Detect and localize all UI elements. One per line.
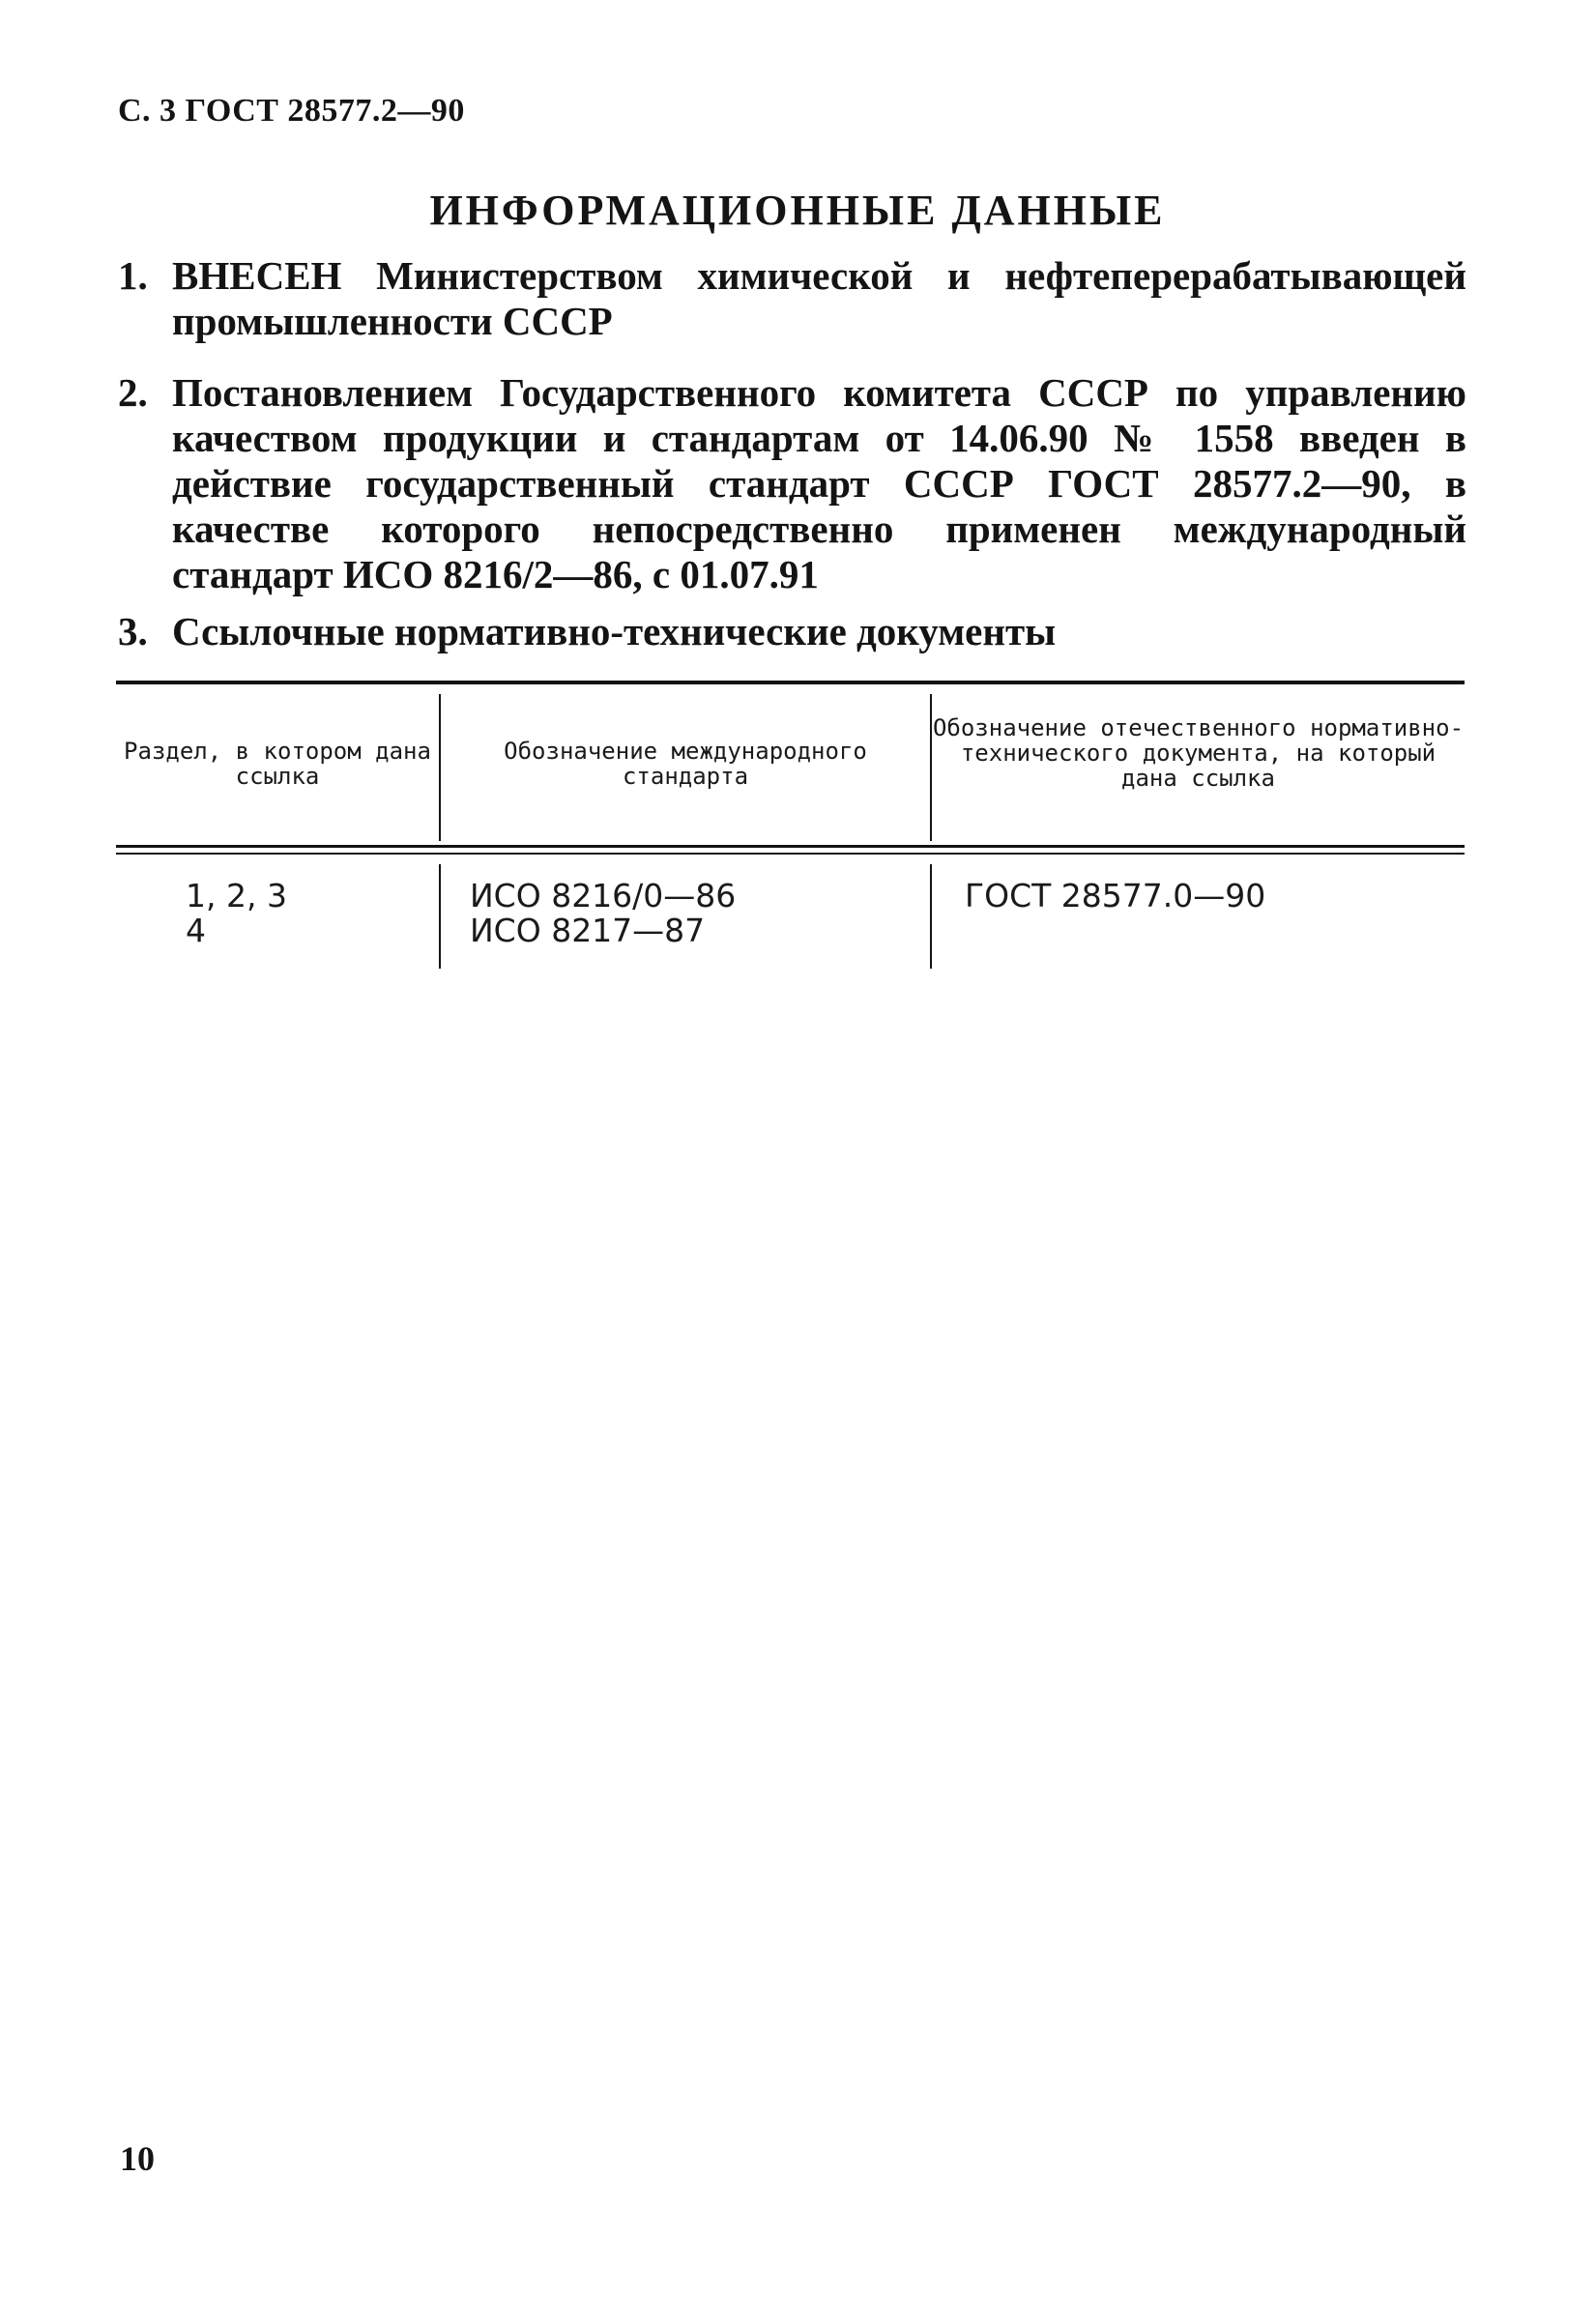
column-divider	[439, 864, 441, 969]
list-item	[118, 370, 1466, 597]
list-item-text: Постановлением Государственного комитета СССР по управлению качеством продукции и стандартам от 14.06.90 № 1558 введен в действие государственный стандарт СССР ГОСТ 28577.2—90, в качестве которого непосредственно применен международный стандарт ИСО 8216/2—86, с 01.07.91	[172, 370, 1466, 596]
table-cell-international-standard: ИСО 8217—87	[470, 912, 706, 949]
column-divider	[930, 864, 932, 969]
column-header-international-standard: Обозначение международного стандарта	[504, 738, 867, 790]
page-number: 10	[120, 2139, 155, 2178]
table-header-rule-secondary	[116, 853, 1465, 855]
table-cell-international-standard: ИСО 8216/0—86	[470, 877, 737, 914]
list-item	[118, 609, 1466, 654]
reference-table	[116, 681, 1465, 971]
list-item-number: 1.	[118, 253, 148, 298]
page-title: ИНФОРМАЦИОННЫЕ ДАННЫЕ	[429, 187, 1166, 234]
table-cell-section: 1, 2, 3	[186, 877, 287, 914]
column-header-national-document: Обозначение отечественного нормативно-технического документа, на который дана ссылка	[932, 714, 1465, 792]
list-item-text: ВНЕСЕН Министерством химической и нефтеперерабатывающей промышленности СССР	[172, 253, 1466, 343]
table-cell-national-document: ГОСТ 28577.0—90	[965, 877, 1266, 914]
table-cell-section: 4	[186, 912, 206, 949]
list-item-text: Ссылочные нормативно-технические документы	[172, 609, 1057, 653]
list-item	[118, 253, 1466, 344]
running-head: С. 3 ГОСТ 28577.2—90	[118, 93, 465, 129]
column-header-section: Раздел, в котором дана ссылка	[124, 738, 431, 790]
list-item-number: 2.	[118, 370, 148, 415]
table-top-rule	[116, 681, 1465, 684]
list-item-number: 3.	[118, 609, 148, 653]
table-header-rule	[116, 845, 1465, 848]
